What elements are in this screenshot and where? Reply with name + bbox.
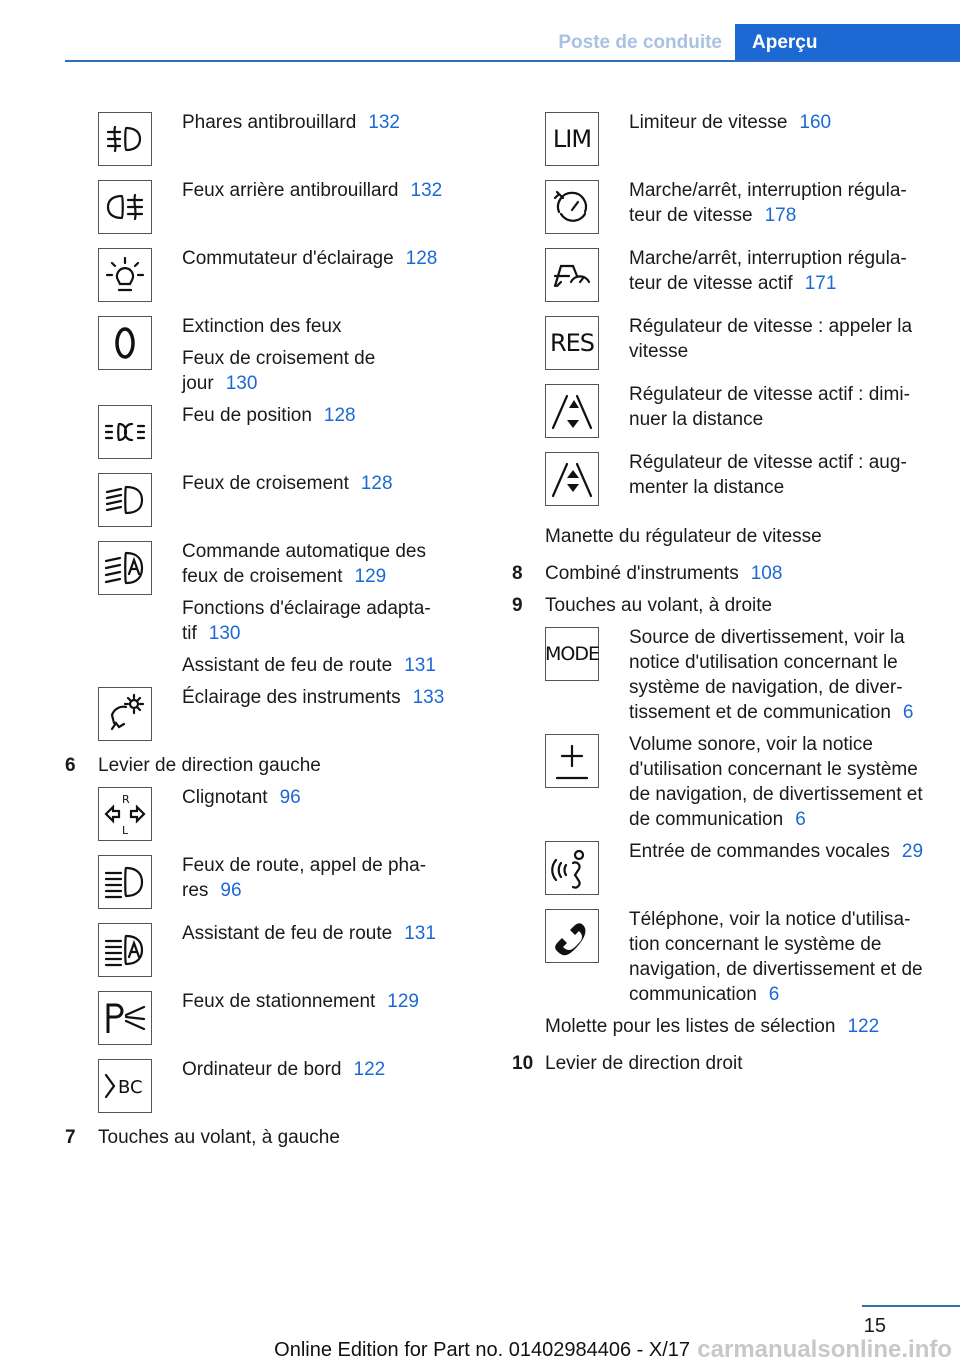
legend-entry [65,685,445,753]
entry-label: Feux de croisement de jour [182,348,376,394]
legend-entry [65,989,445,1057]
section-title[interactable]: Poste de conduite [558,32,722,53]
mode-icon [545,627,599,681]
high-beam-assist-icon [98,923,152,977]
speed-limiter-icon [545,112,599,166]
entry-label: Source de divertissement, voir la notice d'utilisation concernant le système de navigation, de divertissement et de communication [629,627,905,723]
entry-label: Ordinateur de bord [182,1059,342,1080]
high-beam-icon [98,855,152,909]
list-item-8: 8 Combiné d'instruments 108 [512,563,783,584]
entry-label: Fonctions d'éclairage adaptatif [182,598,431,644]
entry-label: Feux de stationnement [182,991,376,1012]
entry-label: Marche/arrêt, interruption régulateur de vitesse [629,180,907,226]
cruise-control-icon [545,180,599,234]
svg-text:BC: BC [118,1077,143,1098]
legend-entry [65,178,445,246]
page-ref-link[interactable]: 122 [847,1016,880,1037]
volume-icon [545,734,599,788]
entry-label: Marche/arrêt, interruption régulateur de vitesse actif [629,248,907,294]
turn-signal-icon [98,787,152,841]
legend-entry [512,178,932,246]
entry-label: Phares antibrouillard [182,112,357,133]
legend-entry [65,785,445,853]
icon-label: LIM [552,124,592,153]
entry-text [182,653,445,678]
entry-text [182,785,445,810]
entry-text [629,839,932,864]
entry-text [629,110,932,135]
voice-command-icon [545,841,599,895]
selection-wheel-caption: Molette pour les listes de sélection 122 [545,1016,880,1037]
page-ref-link[interactable]: 108 [750,563,783,584]
entry-text [182,596,445,646]
watermark: carmanualsonline.info [697,1336,952,1363]
entry-text [182,921,445,946]
entry-text [629,178,932,228]
phone-icon [545,909,599,963]
page-ref-link[interactable]: 96 [279,787,301,808]
page-ref-link[interactable]: 96 [220,880,242,901]
entry-label: Régulateur de vitesse actif : augmenter la distance [629,452,907,498]
entry-text [182,989,445,1014]
entry-label: Téléphone, voir la notice d'utilisation concernant le système de navigation, de divertissement et de communication [629,909,923,1005]
entry-label: Entrée de commandes vocales [629,841,890,862]
page-ref-link[interactable]: 131 [404,655,436,676]
legend-entry [65,921,445,989]
entry-label: Régulateur de vitesse : appeler la vitesse [629,316,913,362]
page-number: 15 [863,1315,886,1337]
entry-label: Feu de position [182,405,312,426]
entry-label: Extinction des feux [182,316,342,337]
entry-text [182,178,445,203]
entry-text [182,471,445,496]
rear-fog-light-icon [98,180,152,234]
page-ref-link[interactable]: 128 [405,248,438,269]
entry-text [182,110,445,135]
page-ref-link[interactable]: 132 [368,112,400,133]
entry-label: Commutateur d'éclairage [182,248,394,269]
page-ref-link[interactable]: 122 [353,1059,386,1080]
legend-entry [512,110,932,178]
svg-text:L: L [122,824,129,837]
entry-label: Volume sonore, voir la notice d'utilisation concernant le système de navigation, de divertissement et de communication [629,734,923,830]
legend-entry [65,110,445,178]
entry-text [629,382,932,432]
low-beam-icon [98,473,152,527]
legend-entry [65,1057,445,1125]
page-ref-link[interactable]: 131 [404,923,436,944]
entry-text [182,685,445,710]
entry-text [182,539,445,589]
page-ref-link[interactable]: 130 [225,373,258,394]
list-item-9: 9 Touches au volant, à droite [512,595,773,616]
entry-text [182,403,445,428]
entry-text [182,1057,445,1082]
entry-text [182,346,445,396]
page-ref-link[interactable]: 178 [764,205,797,226]
legend-entry [65,539,445,678]
page-ref-link[interactable]: 160 [799,112,832,133]
page-ref-link[interactable]: 129 [354,566,387,587]
entry-label: Commande automatique des feux de croisement [182,541,426,587]
page-ref-link[interactable]: 6 [902,702,914,723]
legend-entry [65,403,445,471]
icon-label: MODE [545,642,599,665]
cruise-lever-caption: Manette du régulateur de vitesse [545,526,822,547]
edition-note: Online Edition for Part no. 01402984406 - X/17 [274,1339,690,1361]
legend-entry [512,450,932,518]
entry-label: Feux arrière antibrouillard [182,180,399,201]
onboard-computer-icon [98,1059,152,1113]
list-item-7: 7 Touches au volant, à gauche [65,1127,340,1148]
entry-label: Assistant de feu de route [182,655,393,676]
distance-decrease-icon [545,384,599,438]
legend-entry [65,314,445,396]
legend-entry [512,907,932,1007]
page-footer [0,1302,960,1362]
header-rule [65,60,960,62]
page-ref-link[interactable]: 129 [387,991,419,1012]
page-ref-link[interactable]: 29 [901,841,924,862]
parking-lights-icon [98,991,152,1045]
page-ref-link[interactable]: 130 [208,623,241,644]
auto-low-beam-icon [98,541,152,595]
icon-label: RES [549,328,595,357]
legend-entry [512,732,932,832]
page-ref-link[interactable]: 133 [412,687,445,708]
front-fog-light-icon [98,112,152,166]
entry-label: Clignotant [182,787,268,808]
active-cruise-control-icon [545,248,599,302]
entry-text [629,246,932,296]
entry-text [629,907,932,1007]
parking-light-icon [98,405,152,459]
legend-entry [65,471,445,539]
list-item-10: 10 Levier de direction droit [512,1053,743,1074]
page-ref-link[interactable]: 128 [323,405,356,426]
page-ref-link[interactable]: 171 [804,273,837,294]
legend-entry [512,625,932,725]
entry-label: Régulateur de vitesse actif : diminuer la distance [629,384,910,430]
legend-entry [512,246,932,314]
svg-text:R: R [122,793,130,806]
entry-label: Feux de route, appel de phares [182,855,427,901]
entry-text [629,314,932,364]
entry-text [182,853,445,903]
entry-text [182,314,445,339]
entry-text [182,246,445,271]
footer-rule [862,1305,960,1307]
page-ref-link[interactable]: 132 [410,180,443,201]
page-ref-link[interactable]: 6 [795,809,806,830]
distance-increase-icon [545,452,599,506]
right-column [512,110,932,1083]
page-header [0,24,960,62]
resume-icon [545,316,599,370]
lights-off-icon [98,316,152,370]
left-column [65,110,445,1157]
entry-text [629,625,932,725]
legend-entry [65,853,445,921]
legend-entry [65,246,445,314]
instrument-lighting-icon [98,687,152,741]
page-ref-link[interactable]: 128 [360,473,393,494]
entry-label: Éclairage des instruments [182,687,401,708]
entry-label: Feux de croisement [182,473,349,494]
entry-text [629,450,932,500]
list-item-6: 6 Levier de direction gauche [65,755,321,776]
light-switch-icon [98,248,152,302]
legend-entry [512,839,932,907]
entry-label: Assistant de feu de route [182,923,393,944]
entry-label: Limiteur de vitesse [629,112,788,133]
entry-text [629,732,932,832]
page-ref-link[interactable]: 6 [768,984,780,1005]
tab-apercu[interactable]: Aperçu [735,24,960,62]
legend-entry [512,314,932,382]
legend-entry [512,382,932,450]
